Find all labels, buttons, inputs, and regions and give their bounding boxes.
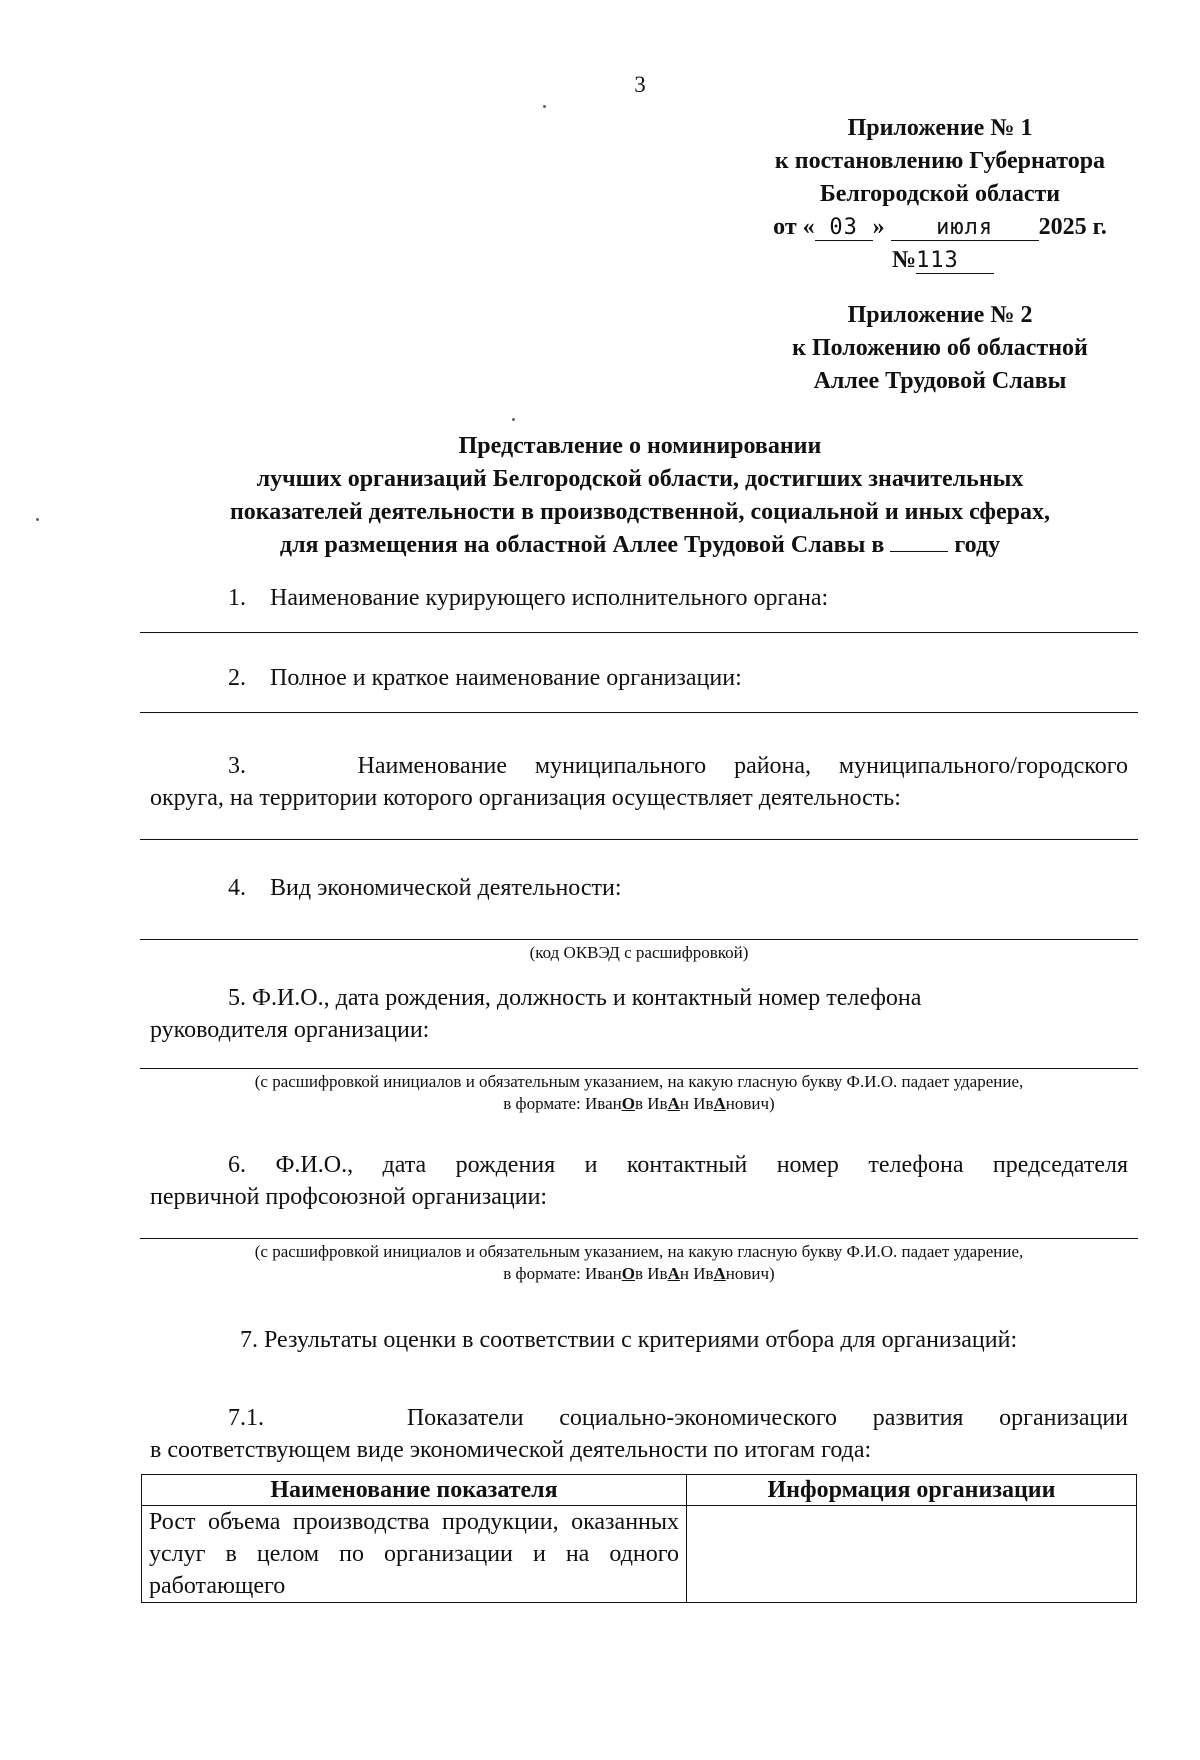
- title-line-4: [140, 529, 1140, 562]
- date-day-close: »: [872, 214, 885, 240]
- number-label: №: [891, 247, 917, 273]
- date-year: 2025 г.: [1038, 214, 1107, 240]
- fio-note-mid-2: н Ив: [679, 1094, 714, 1113]
- title-line-4-end: году: [954, 532, 1001, 558]
- item-4-note: (код ОКВЭД с расшифровкой): [529, 943, 749, 962]
- fio-note-end: нович): [725, 1264, 775, 1283]
- fio-note-mid-1: в Ив: [634, 1264, 668, 1283]
- appendix-1-line2: к постановлению Губернатора: [774, 148, 1106, 174]
- item-3-line-2: округа, на территории которого организация осуществляет деятельность:: [150, 785, 901, 811]
- fio-note-line-1: (с расшифровкой инициалов и обязательным указанием, на какую гласную букву Ф.И.О. падает ударение,: [254, 1242, 1024, 1261]
- item-1: 1. Наименование курирующего исполнительного органа:: [228, 585, 829, 611]
- item-6-line-2: первичной профсоюзной организации:: [150, 1184, 548, 1210]
- item-6-line-1: 6. Ф.И.О., дата рождения и контактный номер телефона председателя: [228, 1152, 1128, 1178]
- item-7: 7. Результаты оценки в соответствии с критериями отбора для организаций:: [240, 1327, 1018, 1353]
- fio-note-line-1: (с расшифровкой инициалов и обязательным указанием, на какую гласную букву Ф.И.О. падает ударение,: [254, 1072, 1024, 1091]
- date-day: 03: [815, 216, 873, 241]
- title-line-1: Представление о номинировании: [458, 433, 822, 459]
- appendix-1-block: [700, 112, 1180, 277]
- item-7-1-line-2: в соответствующем виде экономической деятельности по итогам года:: [150, 1437, 872, 1463]
- stress-letter-1: О: [621, 1094, 635, 1113]
- item-2-fill-line: [140, 712, 1138, 713]
- item-5-line-2: руководителя организации:: [150, 1017, 430, 1043]
- indicators-table: [141, 1474, 1137, 1603]
- item-6-fill-line: [140, 1238, 1138, 1239]
- fio-note-mid-2: н Ив: [679, 1264, 714, 1283]
- scan-speck: [512, 418, 515, 421]
- stress-letter-3: А: [713, 1264, 726, 1283]
- item-4-fill-line: [140, 939, 1138, 940]
- title-line-3: показателей деятельности в производственной, социальной и иных сферах,: [229, 499, 1051, 525]
- date-month: июля: [891, 216, 1039, 241]
- appendix-2-block: [700, 299, 1180, 398]
- appendix-1-line3: Белгородской области: [819, 181, 1061, 207]
- stress-letter-2: А: [667, 1264, 680, 1283]
- appendix-2-line3: Аллее Трудовой Славы: [813, 368, 1067, 394]
- title-line-2: лучших организаций Белгородской области, достигших значительных: [256, 466, 1024, 492]
- fio-note-line-2: [140, 1263, 1138, 1285]
- item-5-line-1: 5. Ф.И.О., дата рождения, должность и контактный номер телефона: [228, 985, 922, 1011]
- item-5-fill-line: [140, 1068, 1138, 1069]
- fio-note-mid-1: в Ив: [634, 1094, 668, 1113]
- scan-speck: [36, 518, 39, 521]
- header-organization-info: Информация организации: [687, 1475, 1137, 1506]
- table-header-row: [142, 1475, 1137, 1506]
- item-2: 2. Полное и краткое наименование организации:: [228, 665, 742, 691]
- fio-note-line-2: [140, 1093, 1138, 1115]
- stress-letter-2: А: [667, 1094, 680, 1113]
- stress-letter-3: А: [713, 1094, 726, 1113]
- item-3-fill-line: [140, 839, 1138, 840]
- decree-number: [700, 244, 1180, 277]
- indicator-name-cell: Рост объема производства продукции, оказанных услуг в целом по организации и на одного работающего: [142, 1506, 687, 1603]
- year-blank: [890, 529, 948, 552]
- decree-date: [700, 211, 1180, 244]
- fio-note-format: в формате: Иван: [503, 1094, 622, 1113]
- table-row: [142, 1506, 1137, 1603]
- title-line-4-text: для размещения на областной Аллее Трудовой Славы в: [279, 532, 885, 558]
- item-4: 4. Вид экономической деятельности:: [228, 875, 622, 901]
- document-title: [140, 430, 1140, 562]
- page-number: 3: [634, 72, 646, 97]
- number-value: 113: [916, 249, 994, 274]
- fio-note-format: в формате: Иван: [503, 1264, 622, 1283]
- item-7-1-line-1: 7.1. Показатели социально-экономического развития организации: [228, 1405, 1128, 1431]
- appendix-1-title: Приложение № 1: [847, 115, 1033, 141]
- item-3-line-1: 3. Наименование муниципального района, муниципального/городского: [228, 753, 1128, 779]
- item-5-note: [140, 1071, 1138, 1115]
- item-1-fill-line: [140, 632, 1138, 633]
- fio-note-end: нович): [725, 1094, 775, 1113]
- header-indicator-name: Наименование показателя: [142, 1475, 687, 1506]
- organization-info-cell: [687, 1506, 1137, 1603]
- scan-speck: [543, 105, 546, 108]
- item-6-note: [140, 1241, 1138, 1285]
- date-prefix: от «: [773, 214, 815, 240]
- stress-letter-1: О: [621, 1264, 635, 1283]
- appendix-2-title: Приложение № 2: [847, 302, 1033, 328]
- appendix-2-line2: к Положению об областной: [792, 335, 1088, 361]
